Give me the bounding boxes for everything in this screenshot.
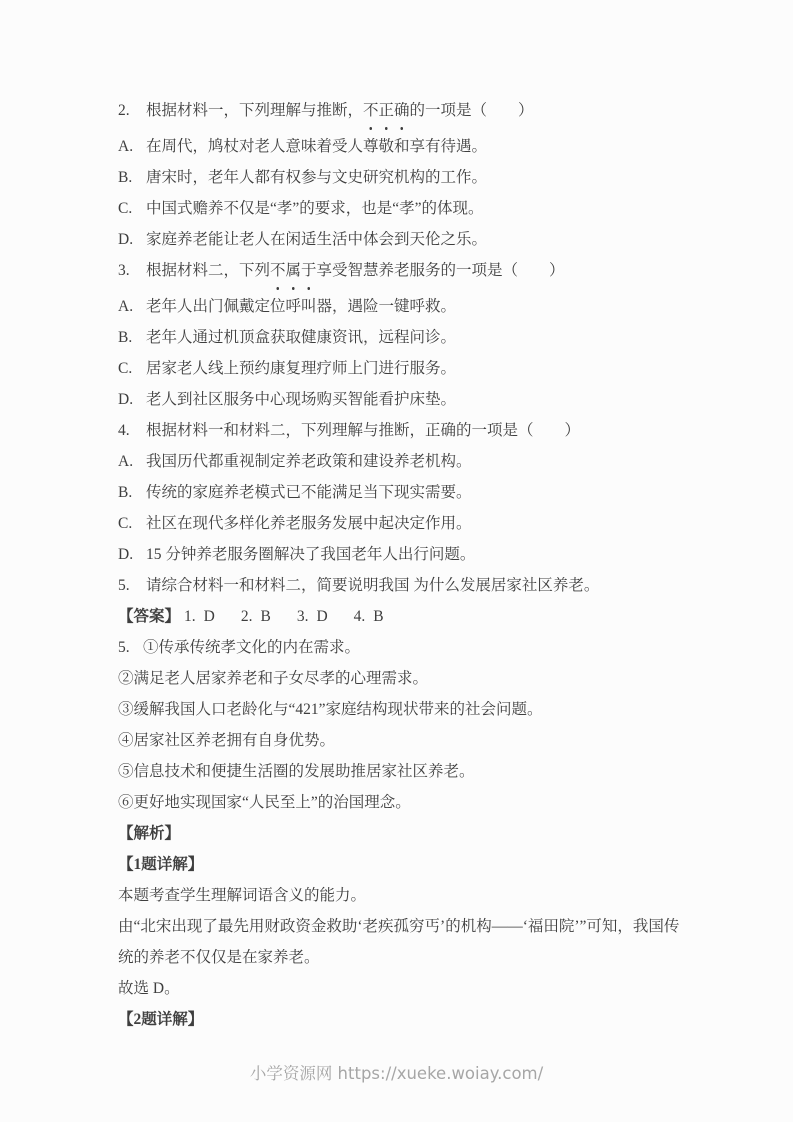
q2-option-c — [118, 193, 703, 224]
analysis-q1-conclusion — [118, 973, 703, 1004]
answer-5-point-6 — [118, 787, 703, 818]
q2-option-b-text: 唐宋时，老年人都有权参与文史研究机构的工作。 — [146, 169, 488, 186]
answer-item-1 — [184, 601, 215, 632]
answer-item-3-number: 3. — [296, 608, 309, 625]
answer-5-point-1 — [118, 632, 703, 663]
analysis-q1-line-2 — [118, 911, 703, 942]
q3-option-d-text: 老人到社区服务中心现场购买智能看护床垫。 — [146, 391, 457, 408]
q4-option-b — [118, 477, 703, 508]
answer-item-4 — [354, 601, 384, 632]
question-3-number: 3. — [118, 262, 130, 279]
question-5-stem — [118, 570, 703, 601]
answer-item-4-number: 4. — [353, 608, 366, 625]
answer-5-point-2 — [118, 663, 703, 694]
question-3-emphasized-text: 不属于 — [270, 255, 317, 291]
q2-option-b-label: B. — [118, 169, 133, 186]
q2-option-b — [118, 162, 703, 193]
analysis-q1-line-3-text: 统的养老不仅仅是在家养老。 — [118, 949, 320, 966]
answer-5-point-5-text: ⑤信息技术和便捷生活圈的发展助推居家社区养老。 — [118, 763, 475, 780]
answer-5-point-5 — [118, 756, 703, 787]
answer-5-point-6-text: ⑥更好地实现国家“人民至上”的治国理念。 — [118, 794, 411, 811]
answer-item-4-value: B — [373, 608, 384, 625]
question-3-stem — [118, 255, 703, 291]
answer-5-point-4-text: ④居家社区养老拥有自身优势。 — [118, 732, 336, 749]
q4-option-d-text: 15 分钟养老服务圈解决了我国老年人出行问题。 — [146, 546, 476, 563]
analysis-q1-line-2-text: 由“北宋出现了最先用财政资金救助‘老疾孤穷丐’的机构——‘福田院’”可知，我国传 — [118, 918, 680, 935]
question-2-text-pre: 根据材料一，下列理解与推断， — [146, 102, 364, 119]
q3-option-d-label: D. — [118, 391, 134, 408]
question-3-text-post: 享受智慧养老服务的一项是（ ） — [316, 262, 565, 279]
q4-option-d-label: D. — [118, 546, 134, 563]
question-3-text-pre: 根据材料二，下列 — [146, 262, 271, 279]
q2-option-a — [118, 131, 703, 162]
q3-option-a — [118, 291, 703, 322]
q4-option-a — [118, 446, 703, 477]
q2-option-c-label: C. — [118, 200, 133, 217]
question-2-text-post: 的一项是（ ） — [409, 102, 534, 119]
question-4-stem — [118, 415, 703, 446]
analysis-q2-header-text: 【2题详解】 — [118, 1011, 204, 1028]
q4-option-a-text: 我国历代都重视制定养老政策和建设养老机构。 — [146, 453, 472, 470]
answer-item-2 — [241, 601, 271, 632]
q4-option-b-text: 传统的家庭养老模式已不能满足当下现实需要。 — [146, 484, 472, 501]
answer-item-1-number: 1. — [184, 608, 196, 625]
q2-option-d — [118, 224, 703, 255]
question-2-number: 2. — [118, 102, 130, 119]
analysis-q1-header-text: 【1题详解】 — [118, 856, 204, 873]
answer-5-point-3-text: ③缓解我国人口老龄化与“421”家庭结构现状带来的社会问题。 — [118, 701, 543, 718]
watermark-text: 小学资源网 https://xueke.woiay.com/ — [249, 1064, 544, 1083]
question-5-text: 请综合材料一和材料二，简要说明我国 为什么发展居家社区养老。 — [146, 577, 600, 594]
q2-option-d-text: 家庭养老能让老人在闲适生活中体会到天伦之乐。 — [146, 231, 488, 248]
answer-5-point-2-text: ②满足老人居家养老和子女尽孝的心理需求。 — [118, 670, 429, 687]
question-4-number: 4. — [118, 422, 130, 439]
q2-option-a-label: A. — [118, 138, 134, 155]
answer-item-2-number: 2. — [240, 608, 253, 625]
q3-option-c-text: 居家老人线上预约康复理疗师上门进行服务。 — [146, 360, 457, 377]
answer-item-3-value: D — [316, 608, 328, 625]
question-5-number: 5. — [118, 577, 130, 594]
q4-option-d — [118, 539, 703, 570]
answer-5-point-3 — [118, 694, 703, 725]
answer-5-point-1-text: ①传承传统孝文化的内在需求。 — [143, 639, 361, 656]
answer-5-number: 5. — [118, 639, 130, 656]
q4-option-c-label: C. — [118, 515, 133, 532]
q3-option-b-label: B. — [118, 329, 133, 346]
analysis-q1-line-1 — [118, 880, 703, 911]
answer-5-point-4 — [118, 725, 703, 756]
analysis-header-text: 【解析】 — [118, 825, 181, 842]
analysis-q2-header — [118, 1004, 703, 1035]
answer-item-1-value: D — [203, 608, 215, 625]
analysis-q1-conclusion-text: 故选 D。 — [118, 980, 180, 997]
q2-option-c-text: 中国式赡养不仅是“孝”的要求，也是“孝”的体现。 — [146, 200, 484, 217]
q3-option-c — [118, 353, 703, 384]
q3-option-d — [118, 384, 703, 415]
q3-option-a-label: A. — [118, 298, 134, 315]
question-2-stem — [118, 95, 703, 131]
analysis-q1-line-3 — [118, 942, 703, 973]
q3-option-c-label: C. — [118, 360, 133, 377]
answer-item-3 — [297, 601, 328, 632]
q4-option-c-text: 社区在现代多样化养老服务发展中起决定作用。 — [146, 515, 472, 532]
q2-option-a-text: 在周代，鸠杖对老人意味着受人尊敬和享有待遇。 — [146, 138, 488, 155]
question-2-emphasized-text: 不正确 — [363, 95, 410, 131]
question-4-text: 根据材料一和材料二，下列理解与推断，正确的一项是（ ） — [146, 422, 581, 439]
analysis-header — [118, 818, 703, 849]
q4-option-a-label: A. — [118, 453, 134, 470]
q3-option-b — [118, 322, 703, 353]
answer-line — [118, 601, 703, 632]
answer-header: 【答案】 — [118, 608, 181, 625]
q3-option-a-text: 老年人出门佩戴定位呼叫器，遇险一键呼救。 — [146, 298, 457, 315]
watermark-footer — [0, 1062, 793, 1086]
analysis-q1-header — [118, 849, 703, 880]
q2-option-d-label: D. — [118, 231, 134, 248]
q3-option-b-text: 老年人通过机顶盒获取健康资讯，远程问诊。 — [146, 329, 457, 346]
q4-option-c — [118, 508, 703, 539]
analysis-q1-line-1-text: 本题考查学生理解词语含义的能力。 — [118, 887, 367, 904]
answer-item-2-value: B — [260, 608, 271, 625]
q4-option-b-label: B. — [118, 484, 133, 501]
